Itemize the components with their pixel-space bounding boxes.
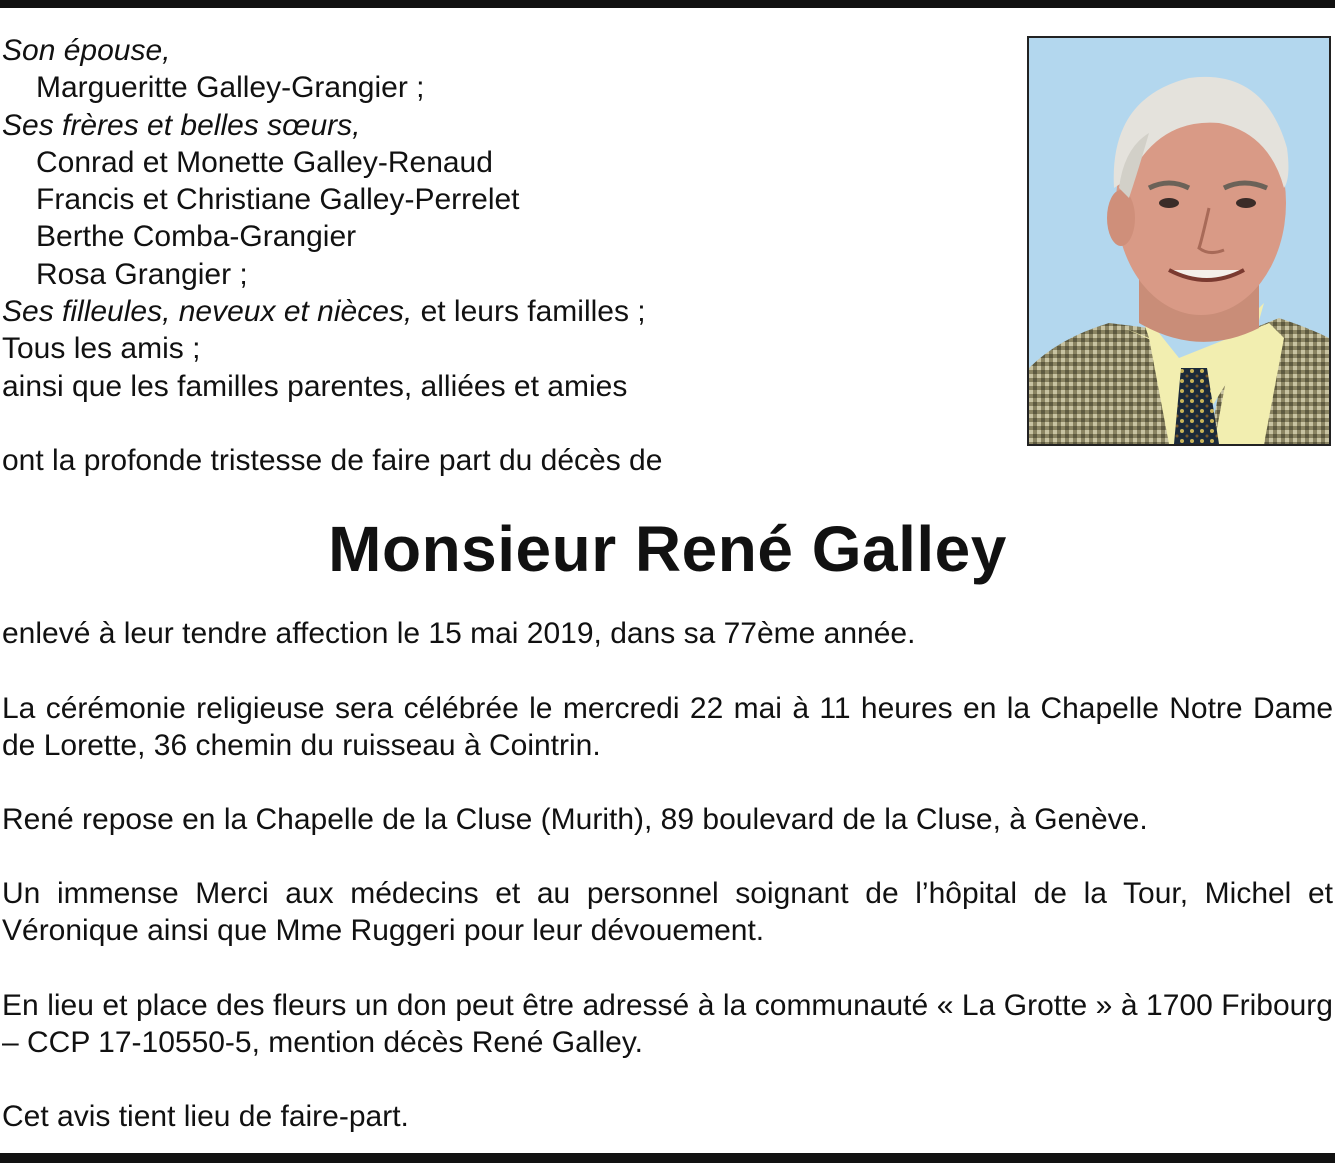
- rest-paragraph: René repose en la Chapelle de la Cluse (Murith), 89 boulevard de la Cluse, à Genève.: [2, 803, 1148, 836]
- thanks-paragraph: Un immense Merci aux médecins et au personnel soignant de l’hôpital de la Tour, Michel et Véronique ainsi que Mme Ruggeri pour leur dévouement.: [2, 877, 1333, 947]
- bottom-rule: [0, 1153, 1335, 1163]
- family-list: [2, 32, 1002, 405]
- portrait-illustration: [1029, 38, 1329, 444]
- sibling-name: Francis et Christiane Galley-Perrelet: [36, 183, 520, 217]
- ceremony-paragraph: La cérémonie religieuse sera célébrée le mercredi 22 mai à 11 heures en la Chapelle Notre Dame de Lorette, 36 chemin du ruisseau à Cointrin.: [2, 692, 1333, 762]
- sibling-name: Conrad et Monette Galley-Renaud: [36, 145, 493, 179]
- top-rule: [0, 0, 1335, 8]
- friends-line: Tous les amis ;: [2, 332, 201, 366]
- godchildren-line: [2, 293, 1002, 330]
- spouse-label: Son épouse,: [2, 34, 171, 67]
- sibling-name: Berthe Comba-Grangier: [36, 220, 357, 254]
- sibling-name: Rosa Grangier ;: [36, 257, 248, 291]
- godchildren-label: Ses filleules, neveux et nièces,: [2, 295, 413, 329]
- donation-paragraph: En lieu et place des fleurs un don peut être adressé à la communauté « La Grotte » à 1700 Fribourg – CCP 17-10550-5, mention décès René Galley.: [2, 989, 1333, 1059]
- announcement-line: ont la profonde tristesse de faire part du décès de: [2, 444, 663, 477]
- godchildren-suffix: et leurs familles ;: [412, 295, 646, 329]
- notice-paragraph: Cet avis tient lieu de faire-part.: [2, 1100, 409, 1133]
- death-paragraph: enlevé à leur tendre affection le 15 mai 2019, dans sa 77ème année.: [2, 617, 916, 650]
- relatives-line: ainsi que les familles parentes, alliées et amies: [2, 369, 628, 403]
- deceased-name: Monsieur René Galley: [328, 513, 1007, 585]
- siblings-label: Ses frères et belles sœurs,: [2, 108, 361, 142]
- spouse-name: Margueritte Galley-Grangier ;: [36, 71, 425, 105]
- portrait-photo: [1027, 36, 1331, 446]
